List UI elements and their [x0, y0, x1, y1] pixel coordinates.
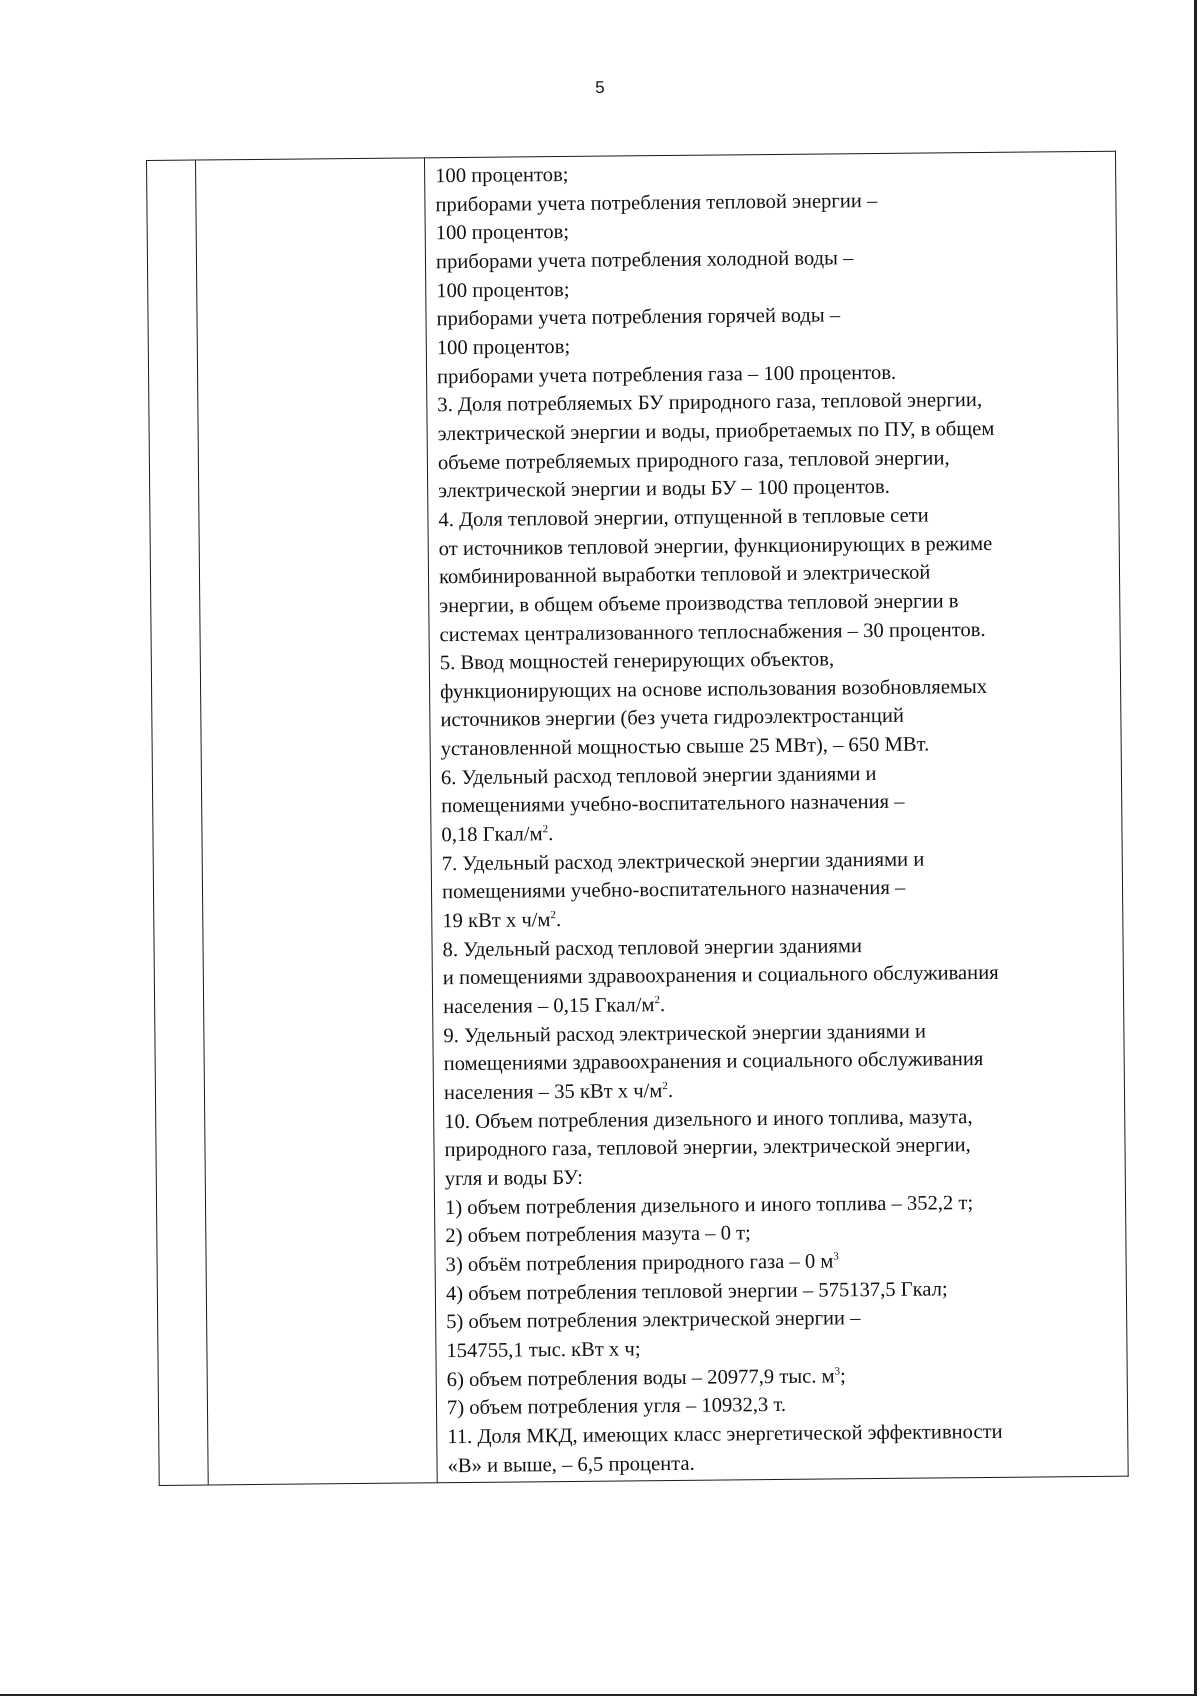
- punctuation: .: [548, 823, 554, 846]
- line-text: 6) объем потребления воды – 20977,9 тыс. м: [446, 1365, 835, 1391]
- superscript: 3: [833, 1250, 839, 1263]
- text-line: объеме потребляемых природного газа, тепловой энергии,: [437, 446, 950, 474]
- text-line: приборами учета потребления горячей воды –: [436, 304, 841, 331]
- text-line: 9. Удельный расход электрической энергии зданиями и: [443, 1020, 927, 1047]
- line-text: 3) объём потребления природного газа – 0 м: [445, 1250, 834, 1277]
- indicators-table: [146, 151, 1129, 1486]
- punctuation: ;: [840, 1364, 846, 1387]
- text-line: 11. Доля МКД, имеющих класс энергетической эффективности: [447, 1420, 1003, 1449]
- text-line: установленной мощностью свыше 25 МВт), – 650 МВт.: [440, 733, 930, 761]
- punctuation: .: [667, 1079, 674, 1103]
- text-line: 4) объем потребления тепловой энергии – 575137,5 Гкал;: [445, 1277, 948, 1305]
- text-line: функционирующих на основе использования возобновляемых: [440, 675, 988, 704]
- superscript: 3: [834, 1364, 841, 1378]
- text-line: источников энергии (без учета гидроэлектростанций: [440, 705, 905, 732]
- text-line: 154755,1 тыс. кВт х ч;: [446, 1338, 641, 1363]
- text-line: помещениями учебно-воспитательного назначения –: [441, 877, 906, 904]
- text-line: приборами учета потребления газа – 100 процентов.: [436, 361, 897, 388]
- text-line: 5) объем потребления электрической энергии –: [446, 1307, 861, 1334]
- text-line: 7. Удельный расход электрической энергии зданиями и: [441, 848, 925, 875]
- text-line: угля и воды БУ:: [444, 1166, 584, 1191]
- indicators-cell: [424, 151, 1128, 1483]
- line-text: 19 кВт х ч/м: [442, 909, 551, 933]
- text-line: 2) объем потребления мазута – 0 т;: [445, 1222, 751, 1248]
- text-line: 3. Доля потребляемых БУ природного газа, тепловой энергии,: [437, 389, 983, 417]
- table-row: [147, 151, 1129, 1485]
- text-line: 100 процентов;: [435, 163, 569, 188]
- text-line: «В» и выше, – 6,5 процента.: [447, 1452, 695, 1477]
- text-line: 5. Ввод мощностей генерирующих объектов,: [439, 648, 835, 675]
- text-line: 100 процентов;: [436, 278, 570, 302]
- text-line: 100 процентов;: [435, 221, 570, 245]
- text-line: 1) объем потребления дизельного и иного топлива – 352,2 т;: [444, 1191, 974, 1219]
- punctuation: .: [659, 994, 666, 1017]
- text-line: природного газа, тепловой энергии, электрической энергии,: [444, 1134, 971, 1162]
- text-line: помещениями учебно-воспитательного назначения –: [441, 791, 905, 818]
- line-text: 0,18 Гкал/м: [441, 823, 543, 847]
- text-line: комбинированной выработки тепловой и электрической: [438, 561, 931, 589]
- text-line: 8. Удельный расход тепловой энергии зданиями: [442, 934, 863, 961]
- superscript: 2: [550, 909, 557, 922]
- text-line: и помещениями здравоохранения и социального обслуживания: [442, 962, 999, 990]
- text-line: 100 процентов;: [436, 335, 571, 360]
- text-line: 6. Удельный расход тепловой энергии зданиями и: [440, 762, 877, 789]
- text-line: системах централизованного теплоснабжения – 30 процентов.: [439, 618, 986, 646]
- text-line: 10. Объем потребления дизельного и иного топлива, мазута,: [444, 1105, 973, 1133]
- page-number: 5: [595, 77, 605, 98]
- superscript: 2: [542, 823, 549, 836]
- text-line: электрической энергии и воды, приобретаемых по ПУ, в общем: [437, 417, 995, 446]
- line-text: населения – 0,15 Гкал/м: [443, 994, 655, 1019]
- text-line: приборами учета потребления холодной воды –: [435, 247, 854, 274]
- name-cell: [196, 158, 438, 1485]
- superscript: 2: [662, 1080, 668, 1093]
- line-text: населения – 35 кВт х ч/м: [443, 1080, 663, 1105]
- superscript: 2: [654, 994, 661, 1007]
- text-line: 4. Доля тепловой энергии, отпущенной в тепловые сети: [438, 504, 929, 532]
- punctuation: .: [555, 909, 562, 932]
- text-line: энергии, в общем объеме производства тепловой энергии в: [439, 590, 959, 618]
- text-line: помещениями здравоохранения и социального обслуживания: [443, 1048, 984, 1076]
- text-line: приборами учета потребления тепловой энергии –: [435, 189, 878, 216]
- text-line: 7) объем потребления угля – 10932,3 т.: [446, 1394, 787, 1420]
- text-line: электрической энергии и воды БУ – 100 процентов.: [438, 476, 890, 503]
- text-line: от источников тепловой энергии, функционирующих в режиме: [438, 532, 993, 560]
